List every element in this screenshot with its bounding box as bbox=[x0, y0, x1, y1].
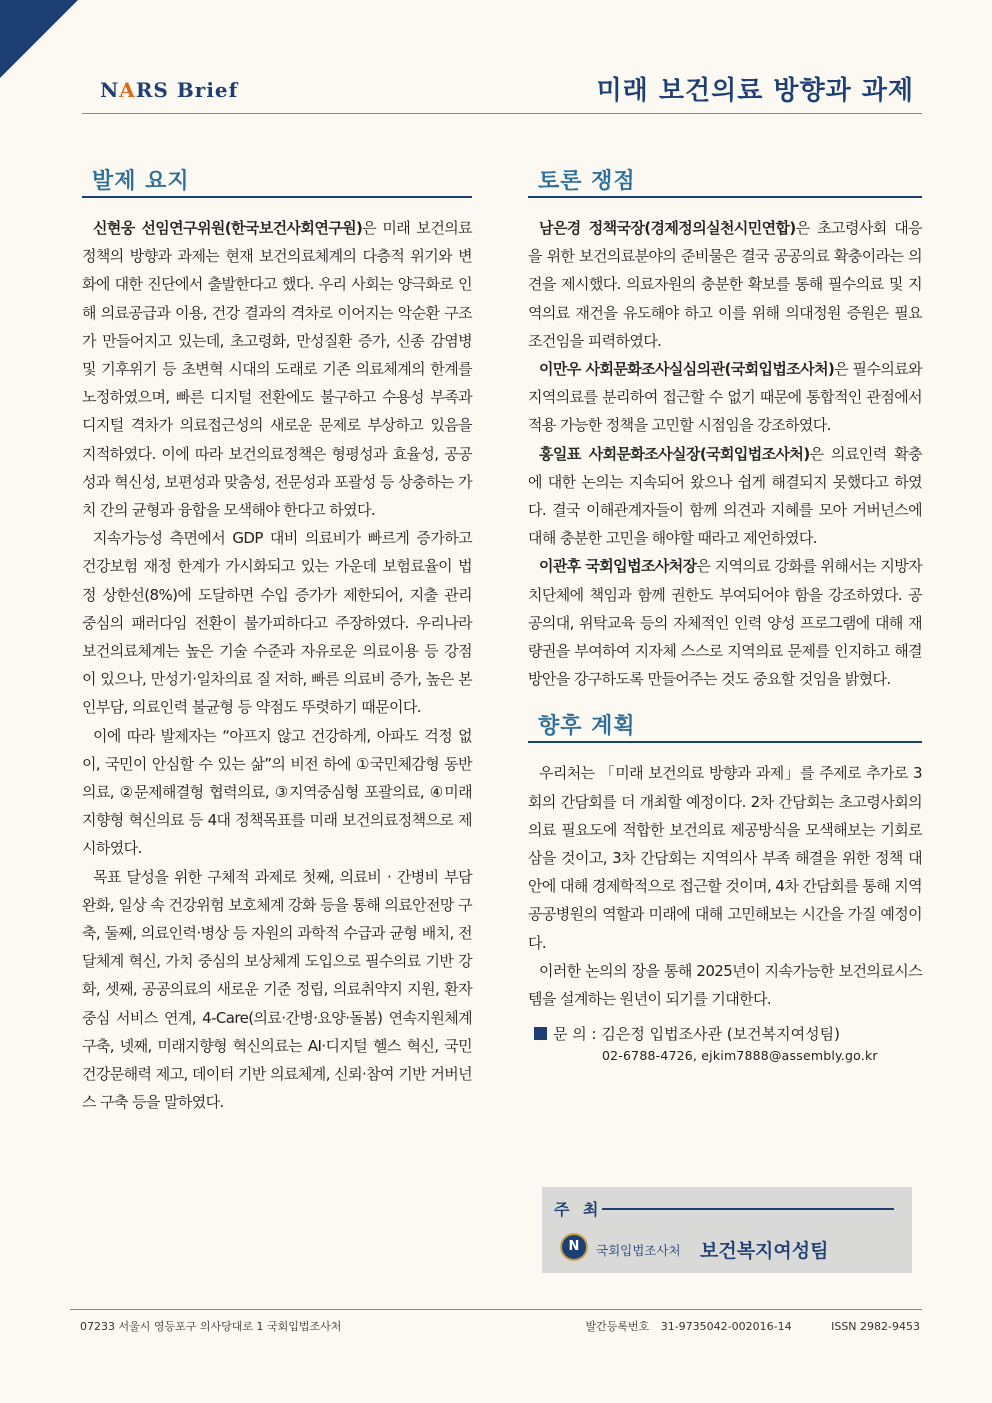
paragraph: 목표 달성을 위한 구체적 과제로 첫째, 의료비 · 간병비 부담 완화, 일상 속 건강위험 보호체계 강화 등을 통해 의료안전망 구축, 둘째, 의료인력·병상 등 자원의 과학적 수급과 균형 배치, 전달체계 혁신, 가치 중심의 보상체계 도입으로 필수의료 기반 강화, 셋째, 공공의료의 새로운 기준 정립, 의료취약지 지원, 환자중심 서비스 연계, 4-Care(의료·간병·요양·돌봄) 연속지원체계 구축, 넷째, 미래지향형 혁신의료는 AI·디지털 헬스 혁신, 국민 건강문해력 제고, 데이터 기반 의료체계, 신뢰·참여 기반 거버넌스 구축 등을 말하였다. bbox=[82, 867, 472, 1112]
paragraph: 이에 따라 발제자는 “아프지 않고 건강하게, 아파도 걱정 없이, 국민이 안심할 수 있는 삶”의 비전 하에 ①국민체감형 동반의료, ②문제해결형 협력의료, ③지역중심형 포괄의료, ④미래지향형 혁신의료 등 4대 정책목표를 미래 보건의료정책으로 제시하였다. bbox=[82, 726, 472, 858]
host-box bbox=[542, 1187, 912, 1273]
paragraph: 지속가능성 측면에서 GDP 대비 의료비가 빠르게 증가하고 건강보험 재정 한계가 가시화되고 있는 가운데 보험료율이 법정 상한선(8%)에 도달하면 수입 증가가 제한되어, 지출 관리 중심의 패러다임 전환이 불가피하다고 주장하였다. 우리나라 보건의료체계는 높은 기술 수준과 자유로운 의료이용 등 강점이 있으나, 만성기·일차의료 질 저하, 빠른 의료비 증가, 높은 본인부담, 의료인력 불균형 등 약점도 뚜렷하기 때문이다. bbox=[82, 529, 472, 717]
inquiry-label: 문 의 : 김은정 입법조사관 (보건복지여성팀) bbox=[553, 1025, 840, 1044]
corner-decoration bbox=[0, 0, 78, 78]
host-team: 보건복지여성팀 bbox=[700, 1240, 829, 1262]
left-column bbox=[82, 152, 472, 1117]
assembly-emblem-icon: N bbox=[560, 1233, 588, 1261]
footer-divider bbox=[70, 1309, 922, 1310]
divider bbox=[602, 1208, 894, 1210]
inquiry-block bbox=[528, 1023, 922, 1063]
paragraph: 홍일표 사회문화조사실장(국회입법조사처)은 의료인력 확충에 대한 논의는 지속되어 왔으나 쉽게 해결되지 못했다고 하였다. 결국 이해관계자들이 함께 의견과 지혜를 모아 거버넌스에 대해 충분한 고민을 해야할 때라고 제언하였다. bbox=[528, 444, 922, 548]
host-organization: 국회입법조사처 bbox=[596, 1243, 681, 1258]
inquiry-contact: 02-6788-4726, ejkim7888@assembly.go.kr bbox=[602, 1048, 878, 1064]
paragraph: 이러한 논의의 장을 통해 2025년이 지속가능한 보건의료시스템을 설계하는 원년이 되기를 기대한다. bbox=[528, 961, 922, 1009]
section-heading-discussion: 토론 쟁점 bbox=[528, 152, 922, 198]
paragraph: 우리처는 「미래 보건의료 방향과 과제」를 주제로 추가로 3회의 간담회를 더 개최할 예정이다. 2차 간담회는 초고령사회의 의료 필요도에 적합한 보건의료 제공방식을 모색해보는 기회로 삼을 것이고, 3차 간담회는 지역의사 부족 해결을 위한 정책 대안에 대해 경제학적으로 접근할 것이며, 4차 간담회를 통해 지역 공공병원의 역할과 미래에 대해 고민해보는 시간을 가질 예정이다. bbox=[528, 764, 922, 952]
paragraph: 신현웅 선임연구위원(한국보건사회연구원)은 미래 보건의료정책의 방향과 과제는 현재 보건의료체계의 다층적 위기와 변화에 대한 진단에서 출발한다고 했다. 우리 사회는 양극화로 인해 의료공급과 이용, 건강 결과의 격차로 이어지는 악순환 구조가 만들어지고 있는데, 초고령화, 만성질환 증가, 신종 감염병 및 기후위기 등 초변혁 시대의 도래로 기존 의료체계의 한계를 노정하였으며, 빠른 디지털 전환에도 불구하고 수용성 부족과 디지털 격차가 의료접근성의 새로운 문제로 부상하고 있음을 지적하였다. 이에 따라 보건의료정책은 형평성과 효율성, 공공성과 혁신성, 보편성과 맞춤성, 전문성과 포괄성 등 상충하는 가치 간의 균형과 융합을 모색해야 한다고 하였다. bbox=[82, 219, 472, 520]
host-label: 주 최 bbox=[554, 1200, 603, 1219]
document-title: 미래 보건의료 방향과 과제 bbox=[596, 76, 914, 106]
section-heading-presentation: 발제 요지 bbox=[82, 152, 472, 198]
page-header bbox=[82, 62, 922, 114]
paragraph: 이관후 국회입법조사처장은 지역의료 강화를 위해서는 지방자치단체에 책임과 함께 권한도 부여되어야 함을 강조하였다. 공공의대, 위탁교육 등의 자체적인 인력 양성 프로그램에 대해 재량권을 부여하여 지자체 스스로 지역의료 문제를 인지하고 해결방안을 강구하도록 만들어주는 것도 중요할 것임을 밝혔다. bbox=[528, 557, 922, 689]
nars-brief-logo: NARS Brief bbox=[100, 78, 239, 102]
paragraph: 이만우 사회문화조사실심의관(국회입법조사처)은 필수의료와 지역의료를 분리하여 접근할 수 없기 때문에 통합적인 관점에서 적용 가능한 정책을 고민할 시점임을 강조하였다. bbox=[528, 360, 923, 435]
square-bullet-icon bbox=[534, 1027, 547, 1040]
section-heading-plan: 향후 계획 bbox=[528, 697, 922, 743]
footer-address: 07233 서울시 영등포구 의사당대로 1 국회입법조사처 bbox=[80, 1320, 342, 1333]
footer-registration: 발간등록번호 31-9735042-002016-14 ISSN 2982-9453 bbox=[585, 1320, 920, 1333]
paragraph: 남은경 정책국장(경제정의실천시민연합)은 초고령사회 대응을 위한 보건의료분야의 준비물은 결국 공공의료 확충이라는 의견을 제시했다. 의료자원의 충분한 확보를 통해 필수의료 및 지역의료 재건을 유도해야 하고 이를 위해 의대정원 증원은 필요조건임을 피력하였다. bbox=[528, 219, 922, 350]
right-column bbox=[528, 152, 922, 1063]
